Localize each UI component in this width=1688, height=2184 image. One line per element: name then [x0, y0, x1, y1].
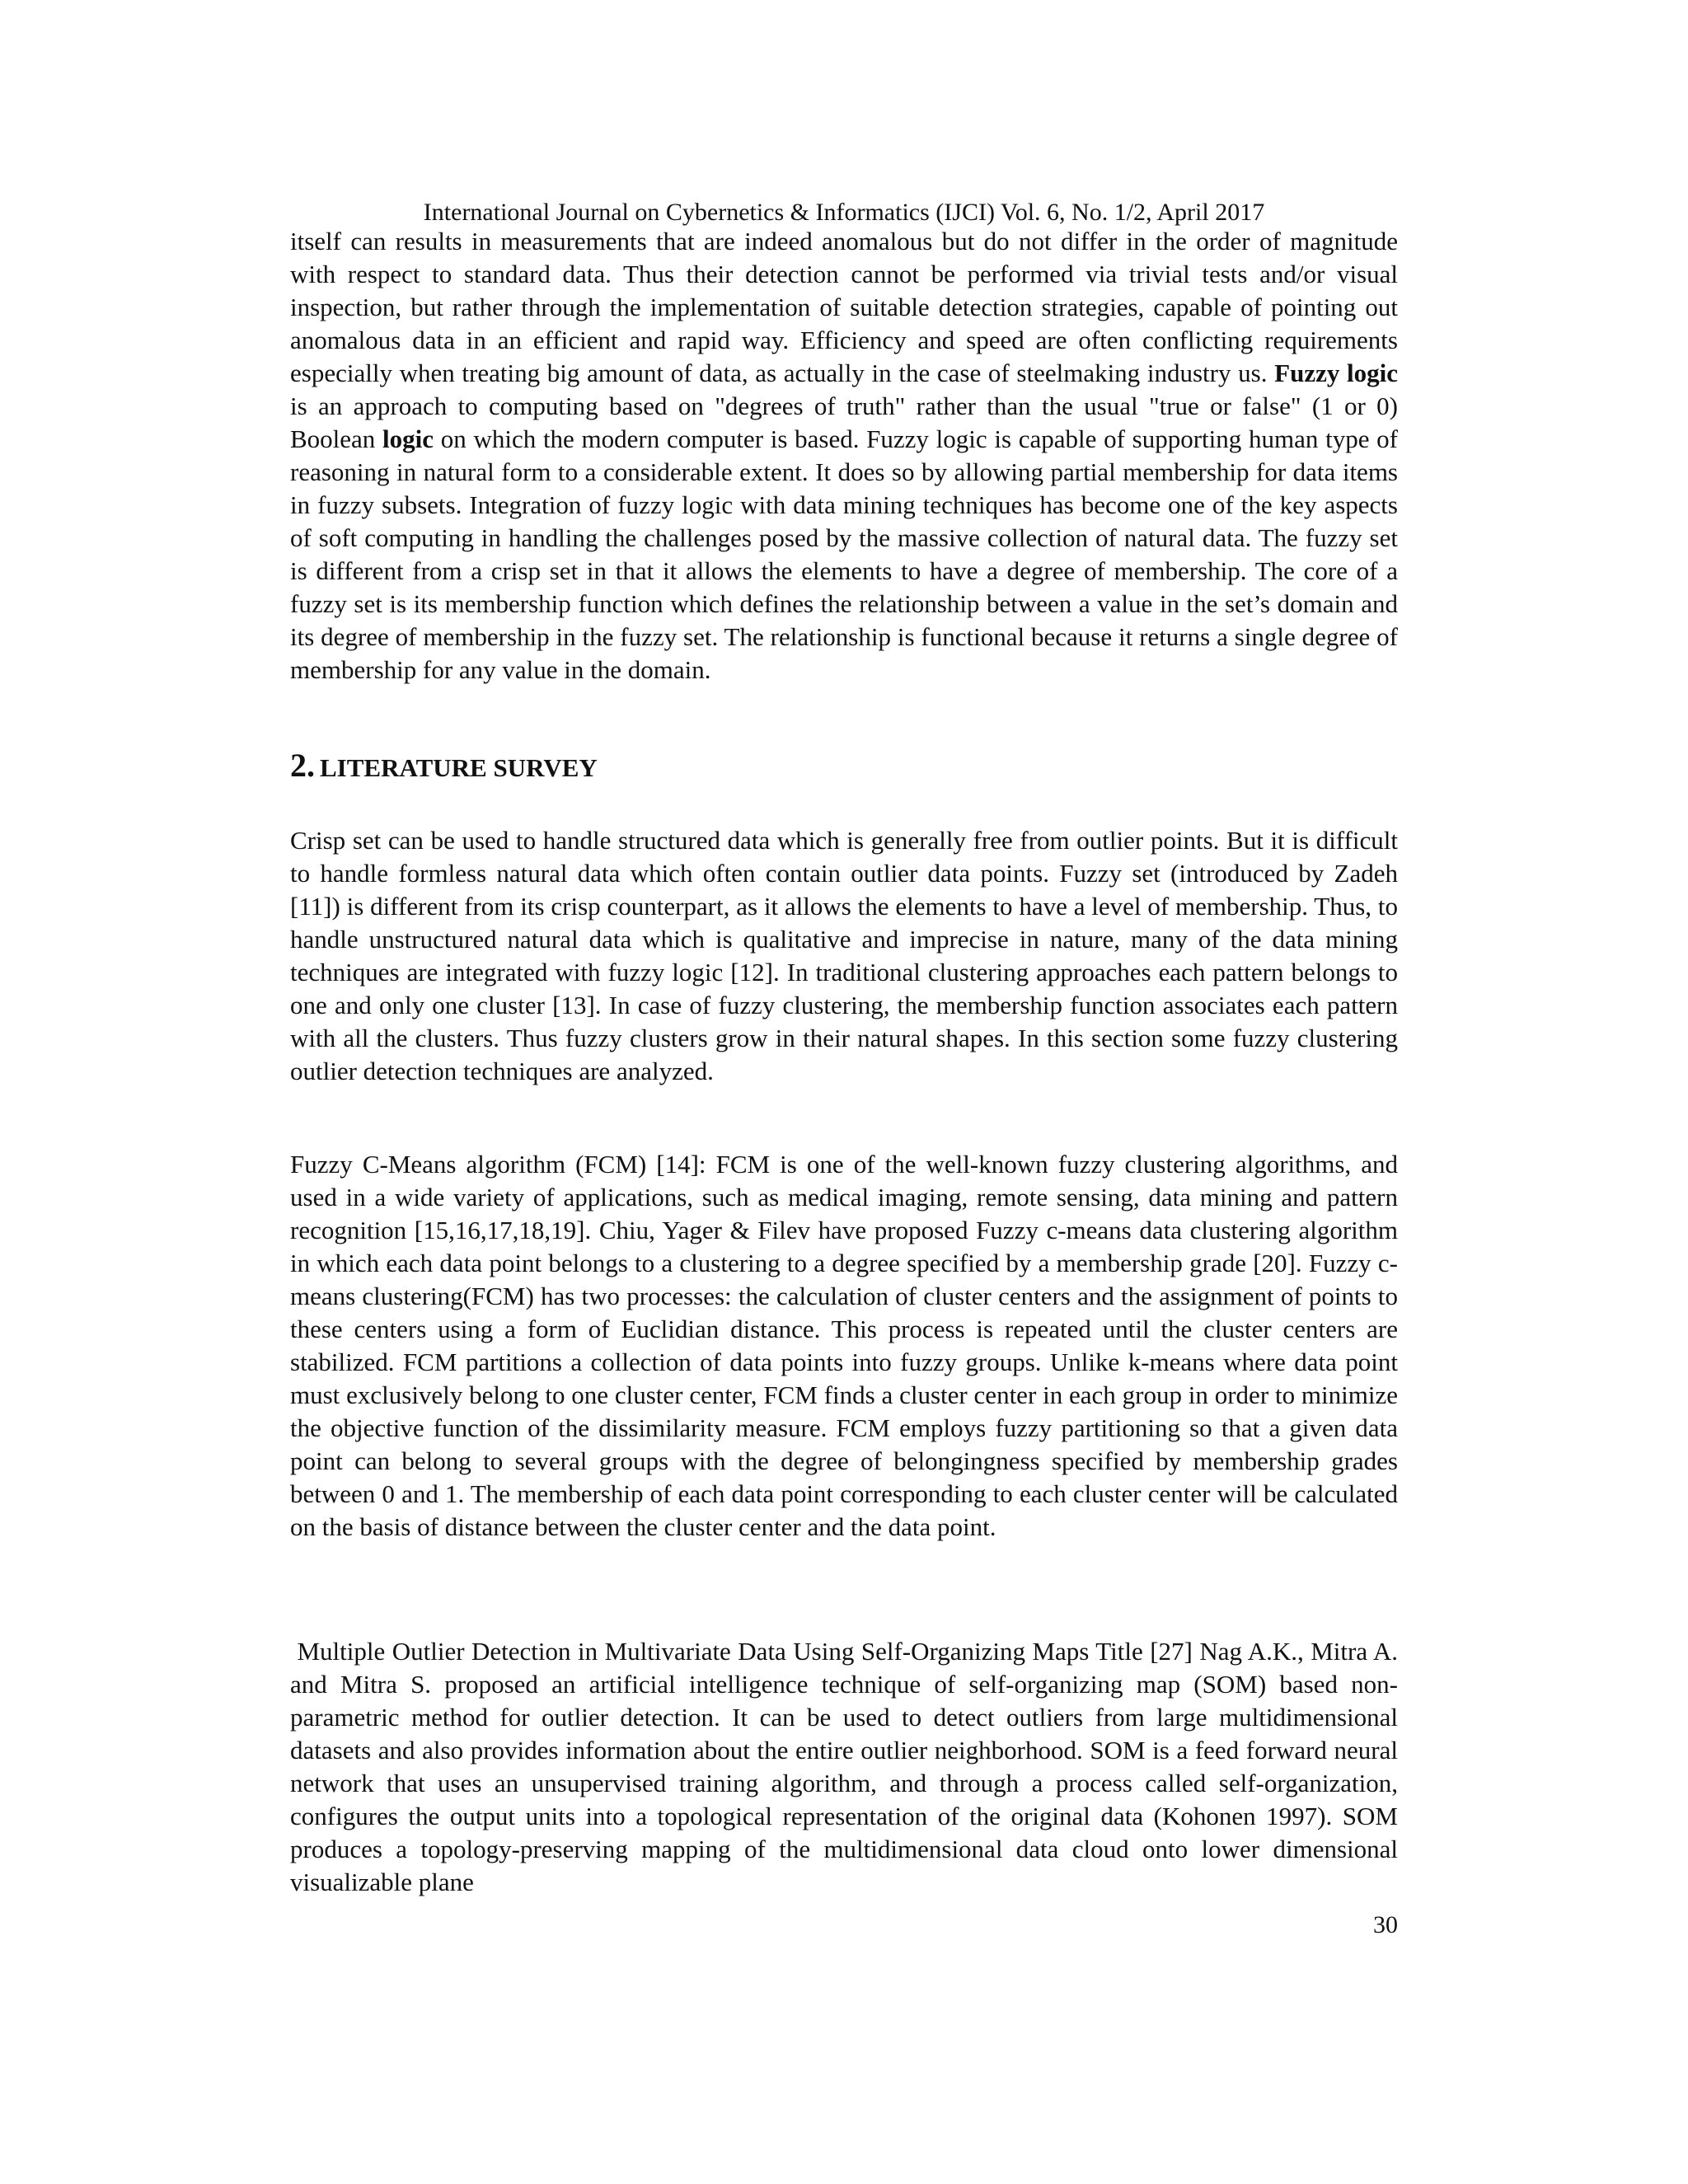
intro-text-part-1: itself can results in measurements that are indeed anomalous but do not differ in the order of magnitude with respect to standard data. Thus their detection cannot be performed via trivial tests and/or visual inspection, but rather through the implementation of suitable detection strategies, capable of pointing out anomalous data in an efficient and rapid way. Efficiency and speed are often conflicting requirements especially when treating big amount of data, as actually in the case of steelmaking industry us.: [290, 227, 1398, 387]
section-number: 2.: [290, 747, 315, 784]
section-title: LITERATURE SURVEY: [320, 753, 598, 782]
literature-paragraph-fcm: Fuzzy C-Means algorithm (FCM) [14]: FCM is one of the well-known fuzzy clustering algorithms, and used in a wide variety of applications, such as medical imaging, remote sensing, data mining and pattern recognition [15,16,17,18,19]. Chiu, Yager & Filev have proposed Fuzzy c-means data clustering algorithm in which each data point belongs to a clustering to a degree specified by a membership grade [20]. Fuzzy c-means clustering(FCM) has two processes: the calculation of cluster centers and the assignment of points to these centers using a form of Euclidian distance. This process is repeated until the cluster centers are stabilized. FCM partitions a collection of data points into fuzzy groups. Unlike k-means where data point must exclusively belong to one cluster center, FCM finds a cluster center in each group in order to minimize the objective function of the dissimilarity measure. FCM employs fuzzy partitioning so that a given data point can belong to several groups with the degree of belongingness specified by membership grades between 0 and 1. The membership of each data point corresponding to each cluster center will be calculated on the basis of distance between the cluster center and the data point.: [290, 1150, 1398, 1541]
page-number: 30: [1373, 1911, 1398, 1938]
literature-paragraph-crisp-set: Crisp set can be used to handle structured data which is generally free from outlier points. But it is difficult to handle formless natural data which often contain outlier data points. Fuzzy set (introduced by Zadeh [11]) is different from its crisp counterpart, as it allows the elements to have a level of membership. Thus, to handle unstructured natural data which is qualitative and imprecise in nature, many of the data mining techniques are integrated with fuzzy logic [12]. In traditional clustering approaches each pattern belongs to one and only one cluster [13]. In case of fuzzy clustering, the membership function associates each pattern with all the clusters. Thus fuzzy clusters grow in their natural shapes. In this section some fuzzy clustering outlier detection techniques are analyzed.: [290, 826, 1398, 1085]
bold-term-fuzzy-logic: Fuzzy logic: [1274, 359, 1398, 387]
literature-paragraph-som: [290, 1635, 1398, 1899]
intro-text-part-2: is an approach to computing based on "degrees of truth" rather than the usual "true or false" (1 or 0) Boolean: [290, 391, 1398, 453]
bold-term-logic: logic: [382, 424, 434, 453]
intro-text-part-3: on which the modern computer is based. Fuzzy logic is capable of supporting human type of reasoning in natural form to a considerable extent. It does so by allowing partial membership for data items in fuzzy subsets. Integration of fuzzy logic with data mining techniques has become one of the key aspects of soft computing in handling the challenges posed by the massive collection of natural data. The fuzzy set is different from a crisp set in that it allows the elements to have a degree of membership. The core of a fuzzy set is its membership function which defines the relationship between a value in the set’s domain and its degree of membership in the fuzzy set. The relationship is functional because it returns a single degree of membership for any value in the domain.: [290, 424, 1398, 684]
section-heading: [290, 746, 598, 785]
running-header: International Journal on Cybernetics & Informatics (IJCI) Vol. 6, No. 1/2, April 2017: [423, 199, 1265, 226]
som-paragraph-text: Multiple Outlier Detection in Multivariate Data Using Self-Organizing Maps Title [27] Nag A.K., Mitra A. and Mitra S. proposed an artificial intelligence technique of self-organizing map (SOM) based non-parametric method for outlier detection. It can be used to detect outliers from large multidimensional datasets and also provides information about the entire outlier neighborhood. SOM is a feed forward neural network that uses an unsupervised training algorithm, and through a process called self-organization, configures the output units into a topological representation of the original data (Kohonen 1997). SOM produces a topology-preserving mapping of the multidimensional data cloud onto lower dimensional visualizable plane: [290, 1637, 1399, 1896]
intro-paragraph: [290, 225, 1398, 687]
